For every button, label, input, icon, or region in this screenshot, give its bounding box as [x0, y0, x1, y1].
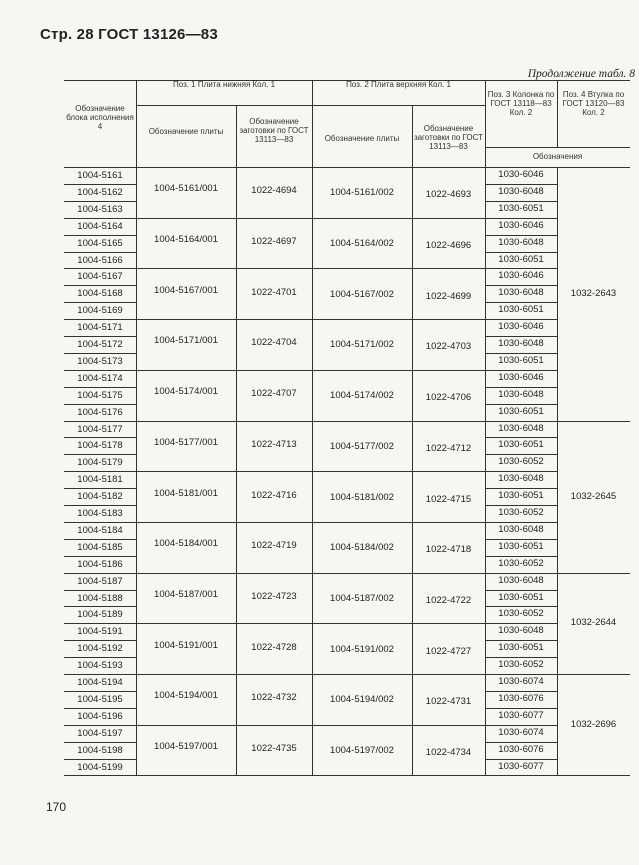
- group-rule: [136, 319, 485, 320]
- col-header-pos3: Поз. 3 Колонка по ГОСТ 13118—83 Кол. 2: [487, 90, 555, 117]
- blank-lower-cell: 1022-4728: [251, 641, 297, 653]
- blank-upper-cell: 1022-4715: [425, 493, 472, 505]
- column-cell: 1030-6048: [498, 185, 544, 197]
- group-rule: [136, 268, 485, 269]
- column-cell: 1030-6046: [498, 371, 544, 383]
- col-rule: [557, 167, 558, 775]
- row-rule: [485, 640, 557, 641]
- group-rule: [136, 674, 485, 675]
- col-header-pos4: Поз. 4 Втулка по ГОСТ 13120—83 Кол. 2: [562, 90, 625, 117]
- block-cell: 1004-5161: [77, 170, 123, 181]
- bushing-rule: [557, 573, 630, 574]
- group-rule: [136, 370, 485, 371]
- row-rule: [64, 353, 136, 354]
- blank-lower-cell: 1022-4716: [251, 489, 297, 501]
- page-number: 170: [46, 800, 67, 814]
- col-header-pos1: Поз. 1 Плита нижняя Кол. 1: [172, 80, 276, 89]
- block-cell: 1004-5168: [77, 288, 123, 300]
- plate-lower-cell: 1004-5187/001: [154, 588, 218, 600]
- bushing-cell: 1032-2644: [570, 617, 617, 629]
- block-cell: 1004-5175: [77, 389, 123, 401]
- blank-upper-cell: 1022-4727: [425, 645, 472, 657]
- row-rule: [485, 454, 557, 455]
- row-rule: [485, 370, 557, 371]
- column-cell: 1030-6048: [498, 287, 544, 299]
- col-header-pos1-plate: Обозначение плиты: [148, 127, 224, 136]
- row-rule: [485, 201, 557, 202]
- column-cell: 1030-6052: [498, 507, 544, 518]
- row-rule: [64, 640, 136, 641]
- column-cell: 1030-6051: [498, 642, 544, 654]
- row-rule: [64, 573, 136, 574]
- column-cell: 1030-6052: [498, 456, 544, 468]
- blank-lower-cell: 1022-4697: [251, 236, 297, 248]
- row-rule: [485, 285, 557, 286]
- column-cell: 1030-6048: [498, 338, 544, 349]
- plate-lower-cell: 1004-5161/001: [154, 183, 218, 195]
- column-cell: 1030-6052: [498, 659, 544, 671]
- plate-upper-cell: 1004-5167/002: [330, 288, 394, 300]
- block-cell: 1004-5198: [77, 744, 123, 756]
- bushing-cell: 1032-2643: [570, 287, 617, 299]
- column-cell: 1030-6076: [498, 743, 544, 755]
- page-title: Стр. 28 ГОСТ 13126—83: [40, 26, 218, 43]
- blank-upper-cell: 1022-4706: [425, 392, 472, 404]
- row-rule: [485, 319, 557, 320]
- block-cell: 1004-5195: [77, 693, 123, 705]
- plate-upper-cell: 1004-5187/002: [330, 592, 394, 604]
- column-cell: 1030-6051: [498, 253, 544, 265]
- plate-upper-cell: 1004-5197/002: [330, 745, 394, 757]
- plate-upper-cell: 1004-5171/002: [330, 339, 394, 351]
- row-rule: [64, 522, 136, 523]
- group-rule: [136, 623, 485, 624]
- row-rule: [485, 623, 557, 624]
- block-cell: 1004-5184: [77, 524, 123, 536]
- row-rule: [64, 184, 136, 185]
- column-cell: 1030-6074: [498, 726, 544, 738]
- plate-lower-cell: 1004-5184/001: [154, 538, 218, 550]
- column-cell: 1030-6046: [498, 169, 544, 180]
- plate-lower-cell: 1004-5171/001: [154, 335, 218, 347]
- block-cell: 1004-5178: [77, 440, 123, 452]
- bushing-cell: 1032-2645: [570, 490, 617, 502]
- group-rule: [136, 471, 485, 472]
- plate-upper-cell: 1004-5164/002: [330, 238, 394, 250]
- row-rule: [485, 471, 557, 472]
- blank-upper-cell: 1022-4718: [425, 544, 472, 556]
- block-cell: 1004-5192: [77, 643, 123, 655]
- block-cell: 1004-5163: [77, 203, 123, 215]
- row-rule: [485, 657, 557, 658]
- block-cell: 1004-5197: [77, 727, 123, 739]
- column-cell: 1030-6074: [498, 676, 544, 687]
- group-rule: [136, 725, 485, 726]
- column-cell: 1030-6051: [498, 490, 544, 502]
- row-rule: [64, 387, 136, 388]
- row-rule: [64, 674, 136, 675]
- block-cell: 1004-5177: [77, 423, 123, 435]
- block-cell: 1004-5165: [77, 237, 123, 249]
- row-rule: [485, 725, 557, 726]
- column-cell: 1030-6051: [498, 439, 544, 451]
- blank-upper-cell: 1022-4699: [425, 290, 472, 302]
- column-cell: 1030-6077: [498, 709, 544, 721]
- row-rule: [64, 336, 136, 337]
- blank-upper-cell: 1022-4696: [425, 240, 472, 252]
- row-rule: [64, 252, 136, 253]
- row-rule: [64, 285, 136, 286]
- blank-lower-cell: 1022-4713: [251, 438, 297, 450]
- blank-upper-cell: 1022-4712: [425, 442, 472, 454]
- row-rule: [485, 708, 557, 709]
- header-bottom-rule: [64, 167, 630, 168]
- plate-upper-cell: 1004-5194/002: [330, 694, 394, 706]
- column-cell: 1030-6048: [498, 388, 544, 400]
- continuation-label: Продолжение табл. 8: [527, 68, 635, 80]
- block-cell: 1004-5169: [77, 305, 123, 317]
- row-rule: [485, 184, 557, 185]
- block-cell: 1004-5164: [77, 220, 123, 232]
- column-cell: 1030-6052: [498, 608, 544, 620]
- column-cell: 1030-6046: [498, 321, 544, 333]
- plate-upper-cell: 1004-5181/002: [330, 491, 394, 503]
- row-rule: [64, 404, 136, 405]
- row-rule: [485, 252, 557, 253]
- block-cell: 1004-5171: [77, 322, 123, 334]
- row-rule: [64, 421, 136, 422]
- row-rule: [64, 370, 136, 371]
- block-cell: 1004-5196: [77, 710, 123, 722]
- row-rule: [485, 556, 557, 557]
- col-rule: [312, 80, 313, 775]
- blank-upper-cell: 1022-4693: [425, 189, 472, 201]
- row-rule: [64, 606, 136, 607]
- row-rule: [64, 708, 136, 709]
- block-cell: 1004-5186: [77, 558, 123, 570]
- bushing-rule: [557, 674, 630, 675]
- plate-lower-cell: 1004-5197/001: [154, 741, 218, 753]
- block-cell: 1004-5166: [77, 254, 123, 266]
- column-cell: 1030-6052: [498, 557, 544, 569]
- bushing-rule: [557, 775, 630, 776]
- block-cell: 1004-5176: [77, 406, 123, 418]
- row-rule: [485, 759, 557, 760]
- col-header-pos2-plate: Обозначение плиты: [324, 134, 400, 143]
- row-rule: [64, 235, 136, 236]
- plate-lower-cell: 1004-5177/001: [154, 436, 218, 448]
- header-mid-rule: [136, 105, 485, 106]
- column-cell: 1030-6046: [498, 270, 544, 282]
- row-rule: [485, 674, 557, 675]
- row-rule: [485, 387, 557, 388]
- blank-lower-cell: 1022-4723: [251, 590, 297, 602]
- row-rule: [64, 775, 136, 776]
- row-rule: [64, 454, 136, 455]
- row-rule: [485, 218, 557, 219]
- row-rule: [64, 556, 136, 557]
- plate-upper-cell: 1004-5177/002: [330, 440, 394, 452]
- group-rule: [136, 775, 485, 776]
- row-rule: [485, 590, 557, 591]
- column-cell: 1030-6051: [498, 540, 544, 552]
- blank-lower-cell: 1022-4707: [251, 388, 297, 400]
- row-rule: [64, 319, 136, 320]
- col-header-pos1-blank: Обозначение заготовки по ГОСТ 13113—83: [239, 117, 309, 144]
- plate-lower-cell: 1004-5181/001: [154, 487, 218, 499]
- column-cell: 1030-6048: [498, 236, 544, 248]
- plate-upper-cell: 1004-5174/002: [330, 390, 394, 402]
- row-rule: [485, 522, 557, 523]
- column-cell: 1030-6048: [498, 473, 544, 485]
- blank-upper-cell: 1022-4734: [425, 747, 472, 759]
- block-cell: 1004-5189: [77, 609, 123, 621]
- row-rule: [64, 759, 136, 760]
- row-rule: [485, 268, 557, 269]
- row-rule: [64, 201, 136, 202]
- bushing-cell: 1032-2696: [570, 718, 617, 730]
- plate-upper-cell: 1004-5191/002: [330, 643, 394, 655]
- group-rule: [136, 218, 485, 219]
- row-rule: [64, 742, 136, 743]
- row-rule: [64, 302, 136, 303]
- row-rule: [485, 404, 557, 405]
- row-rule: [64, 623, 136, 624]
- block-cell: 1004-5187: [77, 575, 123, 587]
- col-header-pos2-blank: Обозначение заготовки по ГОСТ 13113—83: [413, 124, 484, 151]
- block-cell: 1004-5174: [77, 372, 123, 384]
- row-rule: [485, 691, 557, 692]
- block-cell: 1004-5191: [77, 626, 123, 638]
- column-cell: 1030-6077: [498, 760, 544, 772]
- row-rule: [485, 488, 557, 489]
- block-cell: 1004-5183: [77, 508, 123, 519]
- row-rule: [64, 657, 136, 658]
- block-cell: 1004-5172: [77, 339, 123, 350]
- column-cell: 1030-6048: [498, 625, 544, 637]
- block-cell: 1004-5185: [77, 541, 123, 553]
- row-rule: [64, 268, 136, 269]
- plate-lower-cell: 1004-5164/001: [154, 234, 218, 246]
- column-cell: 1030-6051: [498, 405, 544, 417]
- row-rule: [485, 742, 557, 743]
- row-rule: [64, 218, 136, 219]
- row-rule: [485, 573, 557, 574]
- block-cell: 1004-5193: [77, 660, 123, 672]
- blank-lower-cell: 1022-4735: [251, 743, 297, 755]
- blank-lower-cell: 1022-4704: [251, 337, 297, 349]
- col-header-pos2: Поз. 2 Плита верхняя Кол. 1: [346, 80, 451, 89]
- designations-rule: [485, 147, 630, 148]
- row-rule: [485, 302, 557, 303]
- blank-lower-cell: 1022-4694: [251, 185, 297, 197]
- block-cell: 1004-5167: [77, 271, 123, 283]
- column-cell: 1030-6051: [498, 202, 544, 214]
- plate-lower-cell: 1004-5167/001: [154, 284, 218, 296]
- col-header-designations: Обозначения: [532, 152, 583, 161]
- plate-lower-cell: 1004-5194/001: [154, 690, 218, 702]
- column-cell: 1030-6051: [498, 304, 544, 316]
- row-rule: [485, 775, 557, 776]
- row-rule: [485, 505, 557, 506]
- block-cell: 1004-5181: [77, 474, 123, 486]
- row-rule: [64, 505, 136, 506]
- row-rule: [64, 691, 136, 692]
- column-cell: 1030-6051: [498, 591, 544, 603]
- row-rule: [485, 353, 557, 354]
- block-cell: 1004-5173: [77, 355, 123, 367]
- row-rule: [64, 725, 136, 726]
- plate-upper-cell: 1004-5184/002: [330, 542, 394, 554]
- blank-upper-cell: 1022-4731: [425, 696, 472, 708]
- block-cell: 1004-5188: [77, 592, 123, 604]
- row-rule: [485, 437, 557, 438]
- block-cell: 1004-5179: [77, 457, 123, 469]
- row-rule: [64, 590, 136, 591]
- row-rule: [485, 336, 557, 337]
- row-rule: [485, 539, 557, 540]
- group-rule: [136, 573, 485, 574]
- blank-lower-cell: 1022-4719: [251, 540, 297, 552]
- row-rule: [485, 421, 557, 422]
- column-cell: 1030-6048: [498, 574, 544, 586]
- row-rule: [64, 437, 136, 438]
- block-cell: 1004-5194: [77, 677, 123, 688]
- row-rule: [64, 471, 136, 472]
- blank-upper-cell: 1022-4703: [425, 341, 472, 353]
- column-cell: 1030-6048: [498, 523, 544, 535]
- column-cell: 1030-6051: [498, 354, 544, 366]
- column-cell: 1030-6076: [498, 692, 544, 704]
- plate-lower-cell: 1004-5174/001: [154, 386, 218, 398]
- blank-upper-cell: 1022-4722: [425, 594, 472, 606]
- group-rule: [136, 421, 485, 422]
- block-cell: 1004-5199: [77, 761, 123, 773]
- blank-lower-cell: 1022-4732: [251, 692, 297, 704]
- row-rule: [64, 488, 136, 489]
- bushing-rule: [557, 421, 630, 422]
- block-cell: 1004-5162: [77, 186, 123, 198]
- blank-lower-cell: 1022-4701: [251, 286, 297, 298]
- row-rule: [485, 606, 557, 607]
- plate-upper-cell: 1004-5161/002: [330, 187, 394, 199]
- row-rule: [64, 539, 136, 540]
- plate-lower-cell: 1004-5191/001: [154, 639, 218, 651]
- column-cell: 1030-6046: [498, 219, 544, 231]
- group-rule: [136, 522, 485, 523]
- row-rule: [485, 235, 557, 236]
- col-header-block: Обозначение блока исполнения 4: [66, 104, 134, 131]
- column-cell: 1030-6048: [498, 422, 544, 434]
- block-cell: 1004-5182: [77, 491, 123, 503]
